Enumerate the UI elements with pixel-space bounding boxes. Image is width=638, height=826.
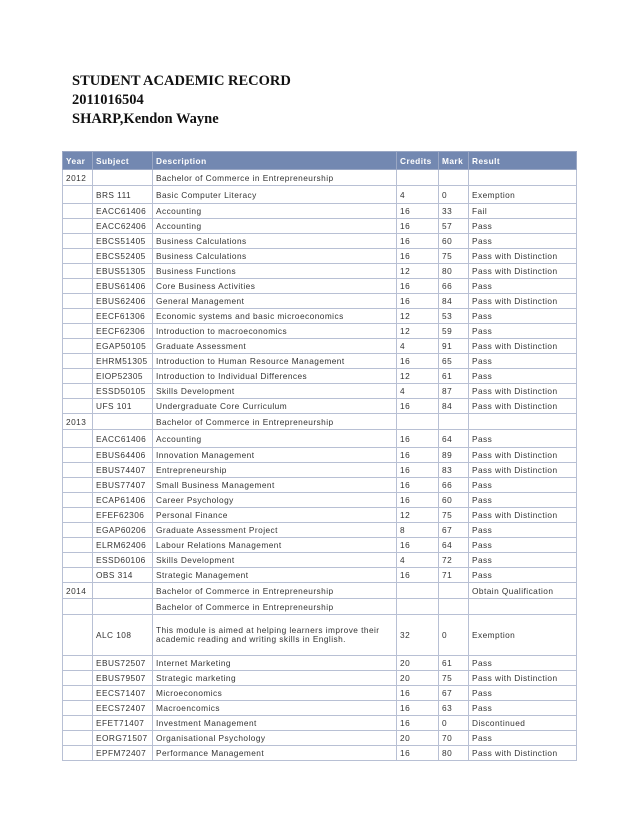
- cell-result: Pass with Distinction: [469, 671, 577, 686]
- cell-description: Innovation Management: [153, 448, 397, 463]
- table-row: [63, 478, 577, 493]
- cell-year: [63, 264, 93, 279]
- cell-subject: OBS 314: [93, 568, 153, 583]
- cell-subject: EGAP60206: [93, 523, 153, 538]
- cell-result: Exemption: [469, 186, 577, 204]
- cell-year: [63, 746, 93, 761]
- cell-description: Strategic marketing: [153, 671, 397, 686]
- cell-subject: EIOP52305: [93, 369, 153, 384]
- cell-mark: 65: [439, 354, 469, 369]
- cell-result: Pass with Distinction: [469, 264, 577, 279]
- cell-mark: 87: [439, 384, 469, 399]
- cell-mark: 0: [439, 615, 469, 656]
- cell-subject: EBCS51405: [93, 234, 153, 249]
- year-row: [63, 414, 577, 430]
- table-row: [63, 538, 577, 553]
- cell-year: [63, 671, 93, 686]
- cell-subject: ALC 108: [93, 615, 153, 656]
- cell-mark: 67: [439, 686, 469, 701]
- cell-mark: 91: [439, 339, 469, 354]
- col-header-year: Year: [63, 152, 93, 170]
- cell-subject: EECS71407: [93, 686, 153, 701]
- cell-result: Pass with Distinction: [469, 294, 577, 309]
- cell-description: General Management: [153, 294, 397, 309]
- cell-description: Bachelor of Commerce in Entrepreneurship: [153, 599, 397, 615]
- table-row: [63, 369, 577, 384]
- cell-year: [63, 186, 93, 204]
- cell-description: Skills Development: [153, 384, 397, 399]
- cell-description: Strategic Management: [153, 568, 397, 583]
- table-body: [63, 170, 577, 761]
- cell-credits: 16: [397, 568, 439, 583]
- cell-year: [63, 219, 93, 234]
- cell-result: [469, 414, 577, 430]
- cell-mark: 57: [439, 219, 469, 234]
- cell-credits: [397, 414, 439, 430]
- cell-result: Pass: [469, 701, 577, 716]
- table-row: [63, 508, 577, 523]
- record-title: STUDENT ACADEMIC RECORD: [72, 73, 291, 89]
- cell-year: [63, 369, 93, 384]
- cell-credits: 16: [397, 249, 439, 264]
- cell-mark: 80: [439, 264, 469, 279]
- table-row: [63, 615, 577, 656]
- cell-description: Labour Relations Management: [153, 538, 397, 553]
- cell-subject: [93, 414, 153, 430]
- cell-credits: 12: [397, 264, 439, 279]
- cell-description: Graduate Assessment: [153, 339, 397, 354]
- cell-subject: EBUS61406: [93, 279, 153, 294]
- table-row: [63, 324, 577, 339]
- cell-year: [63, 279, 93, 294]
- cell-year: [63, 339, 93, 354]
- cell-year: [63, 354, 93, 369]
- cell-description: Bachelor of Commerce in Entrepreneurship: [153, 414, 397, 430]
- cell-subject: EBUS74407: [93, 463, 153, 478]
- cell-subject: EHRM51305: [93, 354, 153, 369]
- cell-credits: 16: [397, 478, 439, 493]
- cell-credits: 16: [397, 234, 439, 249]
- cell-description: Career Psychology: [153, 493, 397, 508]
- table-row: [63, 234, 577, 249]
- cell-mark: 0: [439, 716, 469, 731]
- cell-subject: ESSD50105: [93, 384, 153, 399]
- cell-mark: 84: [439, 399, 469, 414]
- cell-subject: EBUS64406: [93, 448, 153, 463]
- cell-year: [63, 448, 93, 463]
- cell-credits: 16: [397, 448, 439, 463]
- cell-result: Pass with Distinction: [469, 384, 577, 399]
- cell-subject: EORG71507: [93, 731, 153, 746]
- cell-mark: [439, 414, 469, 430]
- cell-result: Pass: [469, 568, 577, 583]
- table-row: [63, 686, 577, 701]
- cell-result: Pass: [469, 369, 577, 384]
- cell-year: [63, 493, 93, 508]
- cell-mark: 64: [439, 538, 469, 553]
- cell-year: [63, 599, 93, 615]
- cell-result: Pass: [469, 430, 577, 448]
- cell-result: [469, 170, 577, 186]
- cell-credits: 16: [397, 204, 439, 219]
- cell-credits: 20: [397, 671, 439, 686]
- cell-result: Pass: [469, 553, 577, 568]
- cell-year: [63, 384, 93, 399]
- year-row: [63, 599, 577, 615]
- cell-subject: EFET71407: [93, 716, 153, 731]
- cell-result: Pass with Distinction: [469, 339, 577, 354]
- cell-credits: [397, 170, 439, 186]
- cell-description: Business Calculations: [153, 249, 397, 264]
- cell-year: [63, 399, 93, 414]
- cell-mark: 61: [439, 369, 469, 384]
- cell-result: Pass: [469, 538, 577, 553]
- cell-year: [63, 701, 93, 716]
- table-row: [63, 553, 577, 568]
- cell-subject: EBUS72507: [93, 656, 153, 671]
- cell-description: Introduction to Individual Differences: [153, 369, 397, 384]
- cell-description: Accounting: [153, 204, 397, 219]
- cell-result: Pass with Distinction: [469, 448, 577, 463]
- cell-subject: EPFM72407: [93, 746, 153, 761]
- cell-description: Introduction to Human Resource Management: [153, 354, 397, 369]
- cell-credits: 12: [397, 508, 439, 523]
- cell-description: Business Calculations: [153, 234, 397, 249]
- cell-mark: 60: [439, 234, 469, 249]
- cell-year: [63, 656, 93, 671]
- academic-record-table: [62, 151, 577, 761]
- cell-result: Pass: [469, 523, 577, 538]
- cell-description: Bachelor of Commerce in Entrepreneurship: [153, 170, 397, 186]
- cell-result: Pass: [469, 219, 577, 234]
- cell-credits: [397, 599, 439, 615]
- cell-credits: 16: [397, 354, 439, 369]
- cell-subject: EBUS77407: [93, 478, 153, 493]
- cell-year: [63, 716, 93, 731]
- cell-credits: [397, 583, 439, 599]
- table-row: [63, 186, 577, 204]
- table-row: [63, 448, 577, 463]
- cell-description: This module is aimed at helping learners improve their academic reading and writing skills in English.: [153, 615, 397, 656]
- cell-credits: 32: [397, 615, 439, 656]
- table-row: [63, 279, 577, 294]
- cell-mark: 70: [439, 731, 469, 746]
- table-row: [63, 746, 577, 761]
- cell-subject: EECS72407: [93, 701, 153, 716]
- cell-year: [63, 538, 93, 553]
- year-row: [63, 170, 577, 186]
- cell-subject: EGAP50105: [93, 339, 153, 354]
- cell-result: Pass with Distinction: [469, 746, 577, 761]
- cell-subject: ECAP61406: [93, 493, 153, 508]
- col-header-description: Description: [153, 152, 397, 170]
- cell-result: Pass: [469, 731, 577, 746]
- cell-result: Pass: [469, 279, 577, 294]
- cell-result: Obtain Qualification: [469, 583, 577, 599]
- cell-description: Bachelor of Commerce in Entrepreneurship: [153, 583, 397, 599]
- cell-mark: [439, 599, 469, 615]
- cell-year: [63, 553, 93, 568]
- cell-mark: 75: [439, 508, 469, 523]
- cell-credits: 16: [397, 294, 439, 309]
- cell-result: Discontinued: [469, 716, 577, 731]
- cell-description: Macroencomics: [153, 701, 397, 716]
- table-row: [63, 264, 577, 279]
- cell-mark: 71: [439, 568, 469, 583]
- col-header-subject: Subject: [93, 152, 153, 170]
- cell-description: Entrepreneurship: [153, 463, 397, 478]
- cell-mark: 89: [439, 448, 469, 463]
- cell-mark: 66: [439, 478, 469, 493]
- cell-description: Investment Management: [153, 716, 397, 731]
- table-row: [63, 204, 577, 219]
- cell-mark: 75: [439, 249, 469, 264]
- student-number: 2011016504: [72, 92, 144, 108]
- cell-result: Exemption: [469, 615, 577, 656]
- cell-description: Economic systems and basic microeconomics: [153, 309, 397, 324]
- cell-description: Personal Finance: [153, 508, 397, 523]
- cell-description: Internet Marketing: [153, 656, 397, 671]
- cell-description: Basic Computer Literacy: [153, 186, 397, 204]
- cell-year: [63, 463, 93, 478]
- cell-year: [63, 324, 93, 339]
- cell-description: Accounting: [153, 219, 397, 234]
- table-row: [63, 716, 577, 731]
- cell-subject: EACC61406: [93, 430, 153, 448]
- cell-mark: 61: [439, 656, 469, 671]
- cell-mark: 66: [439, 279, 469, 294]
- cell-mark: 0: [439, 186, 469, 204]
- table-row: [63, 430, 577, 448]
- cell-mark: 84: [439, 294, 469, 309]
- cell-credits: 16: [397, 746, 439, 761]
- cell-credits: 16: [397, 279, 439, 294]
- cell-year: [63, 615, 93, 656]
- cell-mark: 80: [439, 746, 469, 761]
- cell-result: Fail: [469, 204, 577, 219]
- cell-subject: [93, 583, 153, 599]
- student-name: SHARP,Kendon Wayne: [72, 111, 219, 127]
- cell-subject: EACC62406: [93, 219, 153, 234]
- cell-year: [63, 508, 93, 523]
- cell-subject: EBUS62406: [93, 294, 153, 309]
- record-header: [72, 72, 552, 129]
- table-row: [63, 354, 577, 369]
- table-row: [63, 294, 577, 309]
- cell-subject: EBUS51305: [93, 264, 153, 279]
- cell-description: Performance Management: [153, 746, 397, 761]
- table-row: [63, 463, 577, 478]
- cell-credits: 4: [397, 186, 439, 204]
- cell-result: Pass: [469, 478, 577, 493]
- cell-mark: 59: [439, 324, 469, 339]
- cell-credits: 16: [397, 399, 439, 414]
- cell-subject: EBCS52405: [93, 249, 153, 264]
- cell-result: Pass: [469, 324, 577, 339]
- cell-mark: 60: [439, 493, 469, 508]
- cell-description: Introduction to macroeconomics: [153, 324, 397, 339]
- cell-credits: 16: [397, 493, 439, 508]
- cell-credits: 12: [397, 309, 439, 324]
- cell-credits: 16: [397, 701, 439, 716]
- cell-subject: EFEF62306: [93, 508, 153, 523]
- cell-description: Small Business Management: [153, 478, 397, 493]
- cell-description: Organisational Psychology: [153, 731, 397, 746]
- cell-year: 2013: [63, 414, 93, 430]
- cell-year: [63, 731, 93, 746]
- cell-mark: [439, 583, 469, 599]
- cell-description: Skills Development: [153, 553, 397, 568]
- table-row: [63, 568, 577, 583]
- cell-credits: 16: [397, 430, 439, 448]
- table-row: [63, 656, 577, 671]
- cell-result: Pass with Distinction: [469, 508, 577, 523]
- cell-year: [63, 294, 93, 309]
- cell-credits: 16: [397, 538, 439, 553]
- table-header-row: [63, 152, 577, 170]
- cell-year: [63, 523, 93, 538]
- cell-credits: 20: [397, 656, 439, 671]
- cell-description: Graduate Assessment Project: [153, 523, 397, 538]
- cell-year: [63, 478, 93, 493]
- cell-credits: 12: [397, 324, 439, 339]
- table-row: [63, 384, 577, 399]
- cell-credits: 16: [397, 463, 439, 478]
- cell-mark: 75: [439, 671, 469, 686]
- cell-subject: EACC61406: [93, 204, 153, 219]
- cell-subject: ELRM62406: [93, 538, 153, 553]
- cell-subject: EBUS79507: [93, 671, 153, 686]
- cell-description: Core Business Activities: [153, 279, 397, 294]
- cell-subject: [93, 599, 153, 615]
- cell-mark: [439, 170, 469, 186]
- cell-year: 2014: [63, 583, 93, 599]
- table-row: [63, 731, 577, 746]
- table-row: [63, 249, 577, 264]
- cell-subject: UFS 101: [93, 399, 153, 414]
- cell-result: Pass: [469, 686, 577, 701]
- cell-description: Business Functions: [153, 264, 397, 279]
- cell-description: Microeconomics: [153, 686, 397, 701]
- cell-mark: 63: [439, 701, 469, 716]
- year-row: [63, 583, 577, 599]
- table-row: [63, 219, 577, 234]
- cell-mark: 72: [439, 553, 469, 568]
- cell-mark: 53: [439, 309, 469, 324]
- cell-mark: 67: [439, 523, 469, 538]
- cell-credits: 4: [397, 339, 439, 354]
- cell-subject: BRS 111: [93, 186, 153, 204]
- col-header-credits: Credits: [397, 152, 439, 170]
- cell-year: [63, 430, 93, 448]
- col-header-result: Result: [469, 152, 577, 170]
- cell-description: Accounting: [153, 430, 397, 448]
- col-header-mark: Mark: [439, 152, 469, 170]
- table-row: [63, 701, 577, 716]
- cell-year: [63, 686, 93, 701]
- table-row: [63, 309, 577, 324]
- cell-mark: 33: [439, 204, 469, 219]
- cell-description: Undergraduate Core Curriculum: [153, 399, 397, 414]
- cell-mark: 83: [439, 463, 469, 478]
- cell-subject: EECF61306: [93, 309, 153, 324]
- cell-result: Pass: [469, 354, 577, 369]
- cell-year: [63, 309, 93, 324]
- table-row: [63, 399, 577, 414]
- cell-credits: 16: [397, 716, 439, 731]
- table-row: [63, 339, 577, 354]
- cell-subject: EECF62306: [93, 324, 153, 339]
- cell-year: 2012: [63, 170, 93, 186]
- cell-result: Pass with Distinction: [469, 249, 577, 264]
- cell-credits: 4: [397, 553, 439, 568]
- cell-result: Pass: [469, 234, 577, 249]
- cell-result: Pass with Distinction: [469, 399, 577, 414]
- table-row: [63, 671, 577, 686]
- cell-result: [469, 599, 577, 615]
- cell-credits: 4: [397, 384, 439, 399]
- cell-year: [63, 204, 93, 219]
- cell-result: Pass: [469, 493, 577, 508]
- cell-year: [63, 568, 93, 583]
- cell-credits: 12: [397, 369, 439, 384]
- cell-year: [63, 249, 93, 264]
- cell-subject: ESSD60106: [93, 553, 153, 568]
- cell-year: [63, 234, 93, 249]
- cell-result: Pass: [469, 309, 577, 324]
- cell-credits: 20: [397, 731, 439, 746]
- cell-subject: [93, 170, 153, 186]
- table-row: [63, 493, 577, 508]
- cell-mark: 64: [439, 430, 469, 448]
- cell-credits: 16: [397, 219, 439, 234]
- table-row: [63, 523, 577, 538]
- cell-result: Pass with Distinction: [469, 463, 577, 478]
- cell-credits: 16: [397, 686, 439, 701]
- cell-result: Pass: [469, 656, 577, 671]
- cell-credits: 8: [397, 523, 439, 538]
